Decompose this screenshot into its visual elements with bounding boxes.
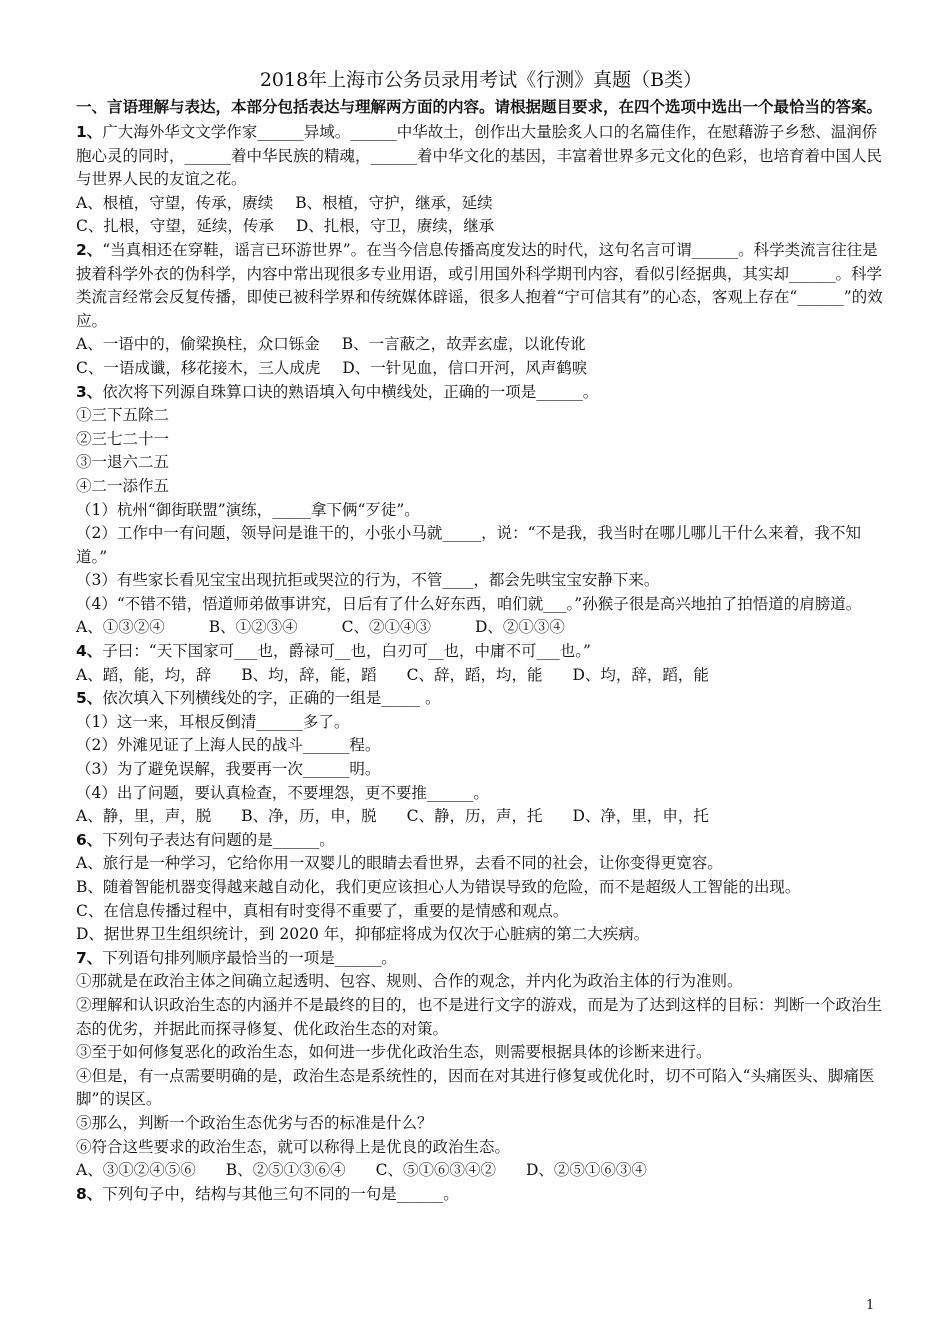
option-d: D、据世界卫生组织统计，到 2020 年，抑郁症将成为仅次于心脏病的第二大疾病。 bbox=[76, 925, 650, 944]
option-b: B、①②③④ bbox=[208, 618, 298, 637]
sub-sentence: （2）外滩见证了上海人民的战斗______程。 bbox=[76, 736, 381, 755]
option-b: B、②⑤①③⑥④ bbox=[225, 1161, 346, 1180]
question-number: 4、 bbox=[76, 642, 103, 661]
options-row bbox=[76, 215, 886, 239]
question-8 bbox=[76, 1183, 886, 1207]
question-stem: 下列句子中，结构与其他三句不同的一句是______。 bbox=[102, 1184, 459, 1203]
options-row bbox=[76, 357, 886, 381]
question-number: 6、 bbox=[76, 830, 103, 849]
question-stem: 广大海外华文文学作家______异域。______中华故土，创作出大量脍炙人口的名篇佳作，在慰藉游子乡愁、温润侨胞心灵的同时，______着中华民族的精魂，______着中华文化的基因，丰富着世界多元文化的色彩，也培育着中国人民与世界人民的友谊之花。 bbox=[76, 123, 883, 189]
options-row bbox=[76, 333, 886, 357]
option-c: C、⑤①⑥③④② bbox=[375, 1161, 496, 1180]
question-stem: 依次填入下列横线处的字，正确的一组是_____ 。 bbox=[102, 689, 441, 708]
sentence-item: ③至于如何修复恶化的政治生态，如何进一步优化政治生态，则需要根据具体的诊断来进行。 bbox=[76, 1043, 712, 1062]
options-row bbox=[76, 1159, 886, 1183]
option-a: A、③①②④⑤⑥ bbox=[76, 1161, 196, 1180]
option-a: A、旅行是一种学习，它给你用一双婴儿的眼睛去看世界，去看不同的社会，让你变得更宽容。 bbox=[76, 854, 723, 873]
section-heading: 一、言语理解与表达，本部分包括表达与理解两方面的内容。请根据题目要求，在四个选项中选出一个最恰当的答案。 bbox=[76, 98, 883, 116]
sub-sentence: （4）出了问题，要认真检查，不要埋怨，更不要推______。 bbox=[76, 783, 489, 802]
option-b: B、均，辞，能，蹈 bbox=[241, 665, 377, 684]
question-3 bbox=[76, 381, 886, 641]
option-d: D、净，里，申，托 bbox=[572, 807, 709, 826]
question-stem: 下列句子表达有问题的是______。 bbox=[102, 830, 335, 849]
sentence-item: ⑤那么，判断一个政治生态优劣与否的标准是什么？ bbox=[76, 1113, 433, 1132]
option-a: A、静，里，声，脱 bbox=[76, 807, 212, 826]
question-number: 7、 bbox=[76, 948, 103, 967]
question-4 bbox=[76, 640, 886, 687]
option-b: B、净，历，申，脱 bbox=[241, 807, 377, 826]
options-row bbox=[76, 192, 886, 216]
question-1 bbox=[76, 121, 886, 239]
option-a: A、蹈，能，均，辞 bbox=[76, 665, 212, 684]
question-number: 8、 bbox=[76, 1184, 103, 1203]
option-c: C、一语成谶，移花接木，三人成虎 bbox=[76, 358, 321, 377]
idiom-item: ③一退六二五 bbox=[76, 453, 170, 472]
option-c: C、静，历，声，托 bbox=[406, 807, 543, 826]
idiom-item: ①三下五除二 bbox=[76, 406, 170, 425]
exam-page bbox=[76, 66, 886, 1206]
idiom-item: ④二一添作五 bbox=[76, 476, 170, 495]
option-a: A、①③②④ bbox=[76, 618, 165, 637]
sub-sentence: （1）杭州“御街联盟”演练，_____拿下俩“歹徒”。 bbox=[76, 500, 420, 519]
options-row bbox=[76, 664, 886, 688]
question-number: 5、 bbox=[76, 689, 103, 708]
option-d: D、扎根，守卫，赓续，继承 bbox=[295, 217, 495, 236]
question-number: 1、 bbox=[76, 123, 103, 141]
option-c: C、辞，蹈，均，能 bbox=[406, 665, 543, 684]
question-stem: 依次将下列源自珠算口诀的熟语填入句中横线处，正确的一项是______。 bbox=[102, 382, 599, 401]
sub-sentence: （2）工作中一有问题，领导问是谁干的，小张小马就_____，说：“不是我，我当时在哪儿哪儿干什么来着，我不知道。” bbox=[76, 524, 862, 566]
option-d: D、一针见血，信口开河，风声鹤唳 bbox=[342, 358, 588, 377]
option-d: D、均，辞，蹈，能 bbox=[572, 665, 709, 684]
sub-sentence: （4）“不错不错，悟道师弟做事讲究，日后有了什么好东西，咱们就___。”孙猴子很是高兴地拍了拍悟道的肩膀道。 bbox=[76, 594, 862, 613]
idiom-item: ②三七二十一 bbox=[76, 429, 170, 448]
question-stem: “当真相还在穿鞋，谣言已环游世界”。在当今信息传播高度发达的时代，这句名言可谓______。科学类流言往往是披着科学外衣的伪科学，内容中常出现很多专业用语，或引用国外科学期刊内容，看似引经据典，其实却______。科学类流言经常会反复传播，即使已被科学界和传统媒体辟谣，很多人抱着“宁可信其有”的心态，客观上存在“______”的效应。 bbox=[76, 240, 883, 330]
option-c: C、在信息传播过程中，真相有时变得不重要了，重要的是情感和观点。 bbox=[76, 901, 569, 920]
option-a: A、一语中的，偷梁换柱，众口铄金 bbox=[76, 335, 320, 354]
options-row bbox=[76, 805, 886, 829]
sub-sentence: （3）为了避免误解，我要再一次______明。 bbox=[76, 760, 381, 779]
question-6 bbox=[76, 829, 886, 947]
question-stem: 下列语句排列顺序最恰当的一项是______。 bbox=[102, 948, 397, 967]
sentence-item: ⑥符合这些要求的政治生态，就可以称得上是优良的政治生态。 bbox=[76, 1137, 511, 1156]
sentence-item: ②理解和认识政治生态的内涵并不是最终的目的，也不是进行文字的游戏，而是为了达到这样的目标：判断一个政治生态的优劣，并据此而探寻修复、优化政治生态的对策。 bbox=[76, 995, 883, 1038]
option-b: B、随着智能机器变得越来越自动化，我们更应该担心人为错误导致的危险，而不是超级人工智能的出现。 bbox=[76, 878, 801, 896]
sub-sentence: （1）这一来，耳根反倒清______多了。 bbox=[76, 712, 350, 731]
option-a: A、根植，守望，传承，赓续 bbox=[76, 193, 274, 212]
options-row bbox=[76, 616, 886, 640]
question-5 bbox=[76, 687, 886, 829]
sentence-item: ①那就是在政治主体之间确立起透明、包容、规则、合作的观念，并内化为政治主体的行为准则。 bbox=[76, 972, 743, 991]
question-7 bbox=[76, 947, 886, 1183]
sub-sentence: （3）有些家长看见宝宝出现抗拒或哭泣的行为，不管____，都会先哄宝宝安静下来。 bbox=[76, 571, 660, 590]
option-b: B、一言蔽之，故弄玄虚，以讹传讹 bbox=[341, 335, 586, 354]
option-d: D、②①③④ bbox=[474, 618, 565, 637]
question-2 bbox=[76, 239, 886, 381]
option-b: B、根植，守护，继承，延续 bbox=[295, 193, 493, 212]
option-c: C、扎根，守望，延续，传承 bbox=[76, 217, 274, 236]
question-number: 2、 bbox=[76, 240, 103, 259]
option-d: D、②⑤①⑥③④ bbox=[525, 1161, 647, 1180]
question-number: 3、 bbox=[76, 382, 103, 401]
question-stem: 子曰：“天下国家可___也，爵禄可__也，白刃可__也，中庸不可___也。” bbox=[102, 642, 591, 661]
option-c: C、②①④③ bbox=[341, 618, 431, 637]
sentence-item: ④但是，有一点需要明确的是，政治生态是系统性的，因而在对其进行修复或优化时，切不可陷入“头痛医头、脚痛医脚”的误区。 bbox=[76, 1066, 875, 1109]
page-number: 1 bbox=[866, 1298, 875, 1313]
page-title: 2018年上海市公务员录用考试《行测》真题（B类） bbox=[259, 69, 703, 91]
